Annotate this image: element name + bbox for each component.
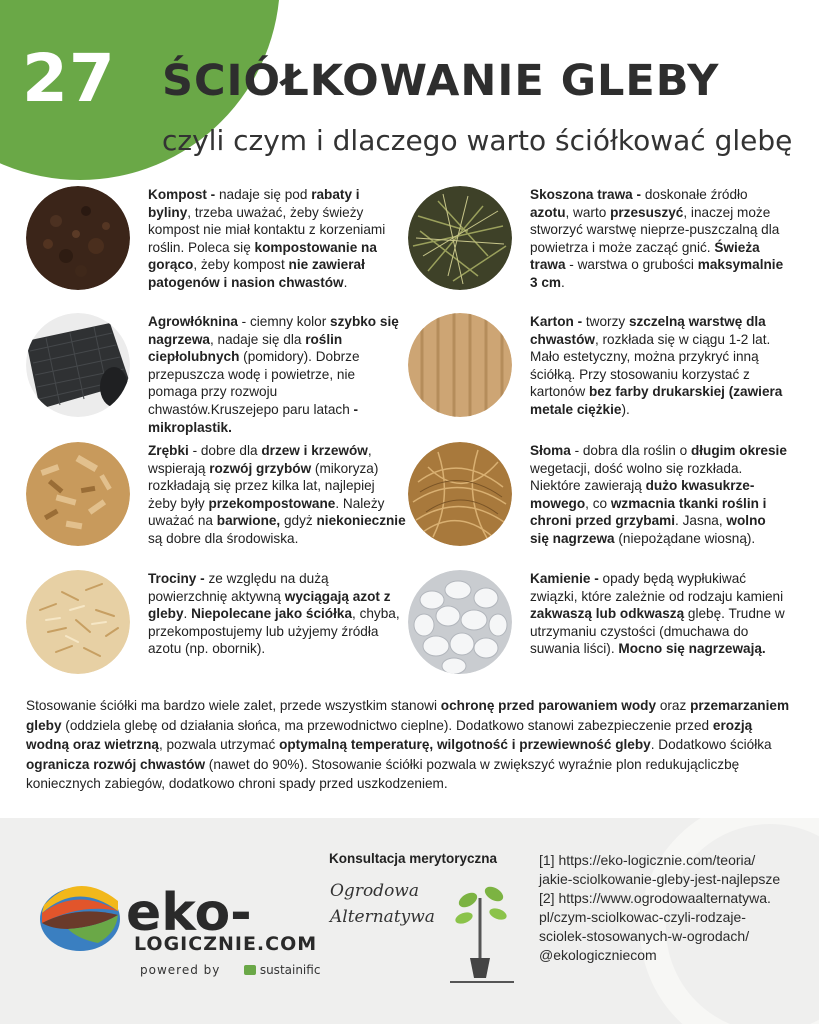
sustainific-brand — [244, 963, 320, 977]
text-run: (pomidory). Dobrze przepuszcza wodę i powietrze, nie pomaga przy rozwoju chwastów.Kruszejepo paru latach — [148, 349, 360, 417]
bold-text: przekompostowane — [208, 495, 336, 511]
bold-text: Niepolecane jako ściółka — [191, 606, 353, 622]
item-description — [148, 442, 406, 548]
bold-text: wolno się nagrzewa — [530, 513, 766, 546]
mulch-item-zrebki — [26, 442, 416, 562]
mulch-item-kamienie — [408, 570, 798, 690]
text-run: , trzeba uważać, żeby świeży kompost nie miał kontaktu z korzeniami roślin. Poleca się — [148, 204, 386, 255]
text-run: , żeby kompost — [193, 257, 289, 273]
issue-number: 27 — [22, 40, 116, 117]
text-run: (nawet do 90%). Stosowanie ściółki pozwala w zwiększyć wyraźnie plon redukującliczbę koniecznych zabiegów, dodatkowo chroni spady przed uszkodzeniem. — [26, 756, 740, 791]
bold-text: bez farby drukarskiej (zawiera metale ciężkie — [530, 384, 783, 417]
text-run: , wspierają — [148, 443, 372, 476]
sawdust-image — [26, 570, 130, 674]
bold-text: kompostowanie na gorąco — [148, 239, 377, 273]
text-run: nadaje się pod — [218, 187, 312, 202]
mulch-item-kompost — [26, 186, 416, 306]
bold-text: Zrębki — [148, 443, 189, 458]
text-run: oraz — [656, 698, 691, 713]
sustainific-icon — [244, 965, 256, 975]
text-run: (oddziela glebę od działania słońca, ma przewodnictwo cieplne). Dodatkowo stanowi zabezpieczenie przed — [61, 717, 713, 733]
text-run: gdyż — [280, 513, 317, 529]
text-run: , warto — [565, 204, 611, 220]
text-run: - dobre dla — [188, 443, 262, 458]
text-run: - warstwa o grubości — [565, 257, 698, 273]
cardboard-image — [408, 313, 512, 417]
text-run: doskonałe źródło — [644, 187, 748, 202]
item-description — [148, 313, 406, 436]
compost-image — [26, 186, 130, 290]
bold-text: przemarzaniem gleby — [26, 698, 790, 733]
grass-clippings-image — [408, 186, 512, 290]
text-run: - dobra dla roślin o — [570, 443, 691, 458]
bold-text: barwione, — [216, 513, 281, 529]
bold-text: Słoma — [530, 443, 571, 458]
reference-line[interactable]: sciolek-stosowanych-w-ogrodach/ — [539, 928, 750, 944]
bold-text: Skoszona trawa - — [530, 187, 645, 202]
item-description — [530, 442, 788, 548]
bold-text: nie zawierał patogenów i nasion chwastów — [148, 257, 365, 290]
bold-text: Trociny - — [148, 571, 209, 586]
text-run: , nadaje się dla — [209, 331, 306, 347]
bold-text: dużo kwasukrze-mowego — [530, 478, 755, 511]
text-run: - ciemny kolor — [237, 314, 331, 329]
bold-text: szczelną warstwę dla chwastów — [530, 314, 766, 347]
bold-text: długim okresie — [690, 443, 787, 458]
text-run: tworzy — [585, 314, 629, 329]
sustainific-label: sustainific — [259, 963, 321, 977]
bold-text: Kompost - — [148, 187, 219, 202]
bold-text: optymalną temperaturę, wilgotność i przewiewność gleby — [279, 737, 651, 752]
bold-text: Agrowłóknina — [148, 314, 238, 329]
text-run: ). — [621, 401, 630, 417]
item-description — [530, 186, 788, 292]
text-run: . Jasna, — [675, 513, 727, 529]
bold-text: przesuszyć — [610, 204, 684, 220]
footer — [0, 818, 819, 1024]
mulch-item-sloma — [408, 442, 798, 562]
text-run: są dobre dla środowiska. — [148, 530, 299, 546]
straw-image — [408, 442, 512, 546]
page-title: ŚCIÓŁKOWANIE GLEBY — [162, 56, 720, 106]
logo-domain: LOGICZNIE.COM — [134, 933, 318, 955]
text-run: . Należy uważać na — [148, 495, 385, 529]
text-run: (niepożądane wiosną). — [614, 530, 756, 546]
bold-text: wzmacnia tkanki roślin i chroni przed grzybami — [530, 495, 767, 529]
bold-text: niekoniecznie — [316, 513, 406, 529]
text-run: glebę. Trudne w utrzymaniu czystości (dmuchawa do suwania liści). — [530, 606, 785, 657]
item-description — [530, 570, 788, 658]
page-subtitle: czyli czym i dlaczego warto ściółkować glebę — [162, 124, 793, 157]
eko-logicznie-logo — [38, 883, 328, 993]
reference-line[interactable]: pl/czym-sciolkowac-czyli-rodzaje- — [539, 909, 746, 925]
text-run: , chyba, przekompostujemy lub użyjemy źródła azotu (np. obornik). — [148, 606, 400, 657]
bold-text: erozją wodną oraz wietrzną — [26, 717, 753, 752]
bold-text: roślin ciepłolubnych — [148, 331, 343, 365]
logo-globe-icon — [38, 883, 128, 955]
bold-text: Karton - — [530, 314, 586, 329]
social-handle[interactable]: @ekologiczniecom — [539, 947, 657, 963]
bold-text: zakwaszą lub odkwaszą — [530, 606, 685, 622]
wood-chips-image — [26, 442, 130, 546]
bold-text: Kamienie - — [530, 571, 603, 586]
mulch-item-skoszona-trawa — [408, 186, 798, 306]
bold-text: rozwój grzybów — [209, 460, 312, 476]
item-description — [148, 570, 406, 658]
text-run: , inaczej może stworzyć warstwę nieprze-puszczalną dla powietrza i może zacząć gnić. — [530, 204, 780, 255]
consultation-heading: Konsultacja merytoryczna — [329, 851, 498, 866]
bold-text: drzew i krzewów — [261, 443, 368, 458]
bold-text: Mocno się nagrzewają. — [618, 641, 766, 657]
text-run: . — [560, 274, 565, 290]
ogrodowa-alternatywa-logo — [330, 878, 520, 998]
reference-line[interactable]: [1] https://eko-logicznie.com/teoria/ — [539, 852, 756, 868]
powered-by-label: powered by — [140, 963, 221, 977]
text-run: , rozkłada się w ciągu 1-2 lat. Mało estetyczny, można przykryć inną ściółką. Przy stosowaniu korzystać z kartonów — [530, 331, 771, 400]
bold-text: wyciągają azot z gleby — [148, 588, 391, 622]
reference-line[interactable]: [2] https://www.ogrodowaalternatywa. — [539, 890, 771, 906]
text-run: wegetacji, dość wolno się rozkłada. Niektóre zawierają — [530, 460, 743, 494]
references-list — [539, 851, 809, 965]
mulch-item-agrowloknina — [26, 313, 416, 433]
partner-name: Ogrodowa Alternatywa — [330, 881, 435, 927]
mulch-item-karton — [408, 313, 798, 433]
summary-paragraph — [26, 696, 796, 794]
item-description — [148, 186, 406, 292]
reference-line[interactable]: jakie-sciolkowanie-gleby-jest-najlepsze — [539, 871, 781, 887]
bold-text: ogranicza rozwój chwastów — [26, 756, 206, 772]
stones-image — [408, 570, 512, 674]
text-run: . Dodatkowo ściółka — [650, 737, 772, 752]
text-run: (mikoryza) rozkładają się przez kilka lat, najlepiej żeby były — [148, 460, 379, 511]
bold-text: - mikroplastik. — [148, 401, 359, 435]
bold-text: Świeża trawa — [530, 239, 760, 273]
bold-text: ochronę przed parowaniem wody — [440, 698, 657, 713]
text-run: . — [343, 274, 348, 290]
agrotextile-image — [26, 313, 130, 417]
bold-text: rabaty i byliny — [148, 187, 360, 220]
text-run: , pozwala utrzymać — [158, 737, 280, 752]
text-run: . — [183, 606, 192, 622]
text-run: opady będą wypłukiwać związki, które zależnie od rodzaju kamieni — [530, 571, 784, 604]
bold-text: szybko się nagrzewa — [148, 314, 399, 347]
item-description — [530, 313, 788, 419]
text-run: , co — [585, 495, 611, 511]
bold-text: maksymalnie 3 cm — [530, 257, 784, 290]
mulch-item-trociny — [26, 570, 416, 690]
logo-word: eko- — [126, 883, 252, 943]
bold-text: azotu — [530, 204, 566, 220]
text-run: Stosowanie ściółki ma bardzo wiele zalet, przede wszystkim stanowi — [26, 698, 441, 713]
seedling-shovel-icon — [440, 878, 520, 988]
text-run: ze względu na dużą powierzchnię aktywną — [148, 571, 329, 604]
